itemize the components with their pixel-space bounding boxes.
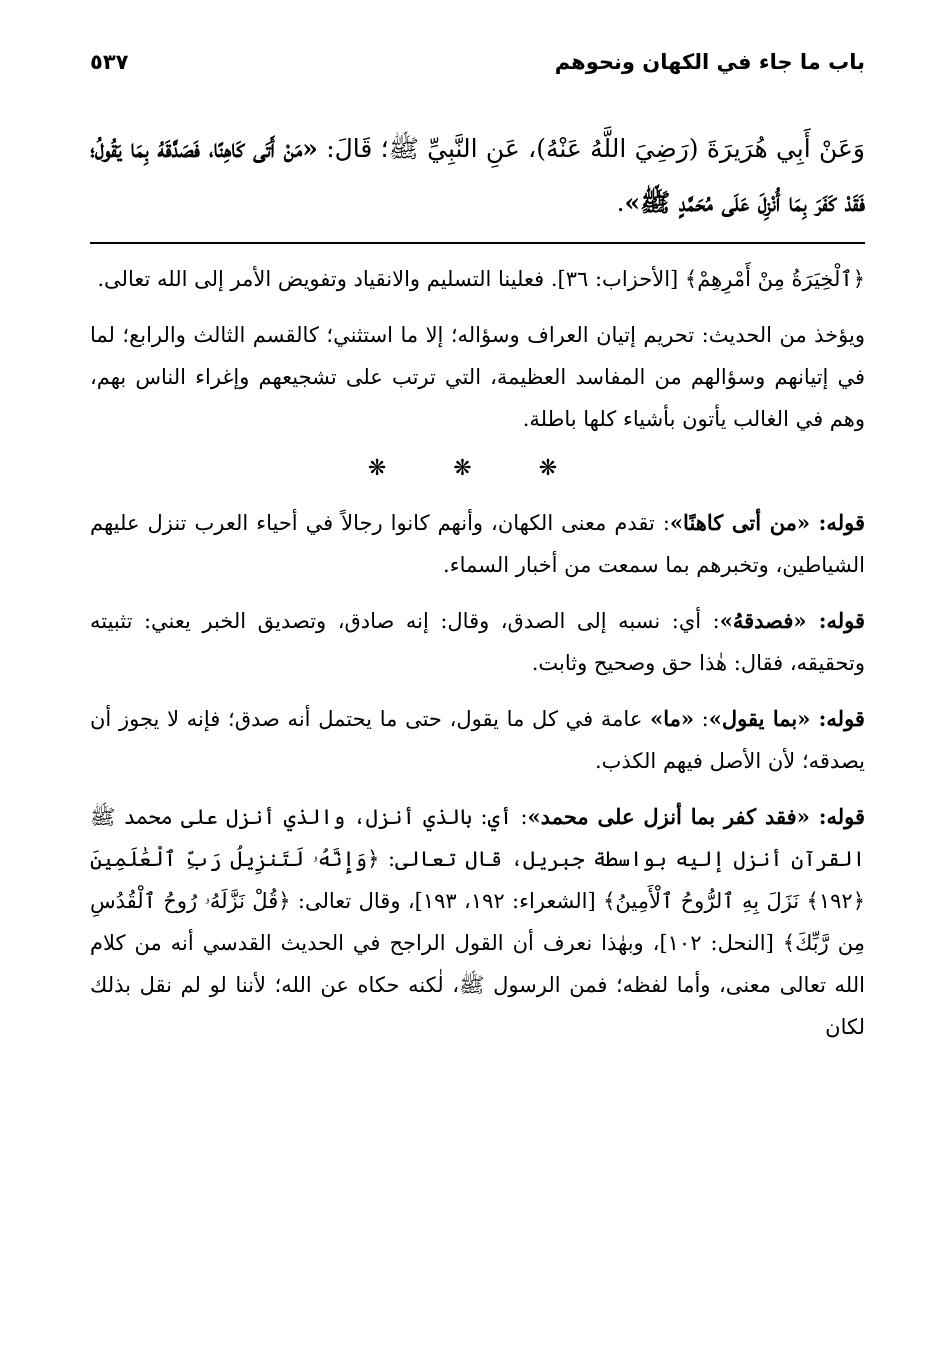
paragraph-bima-yaqul	[90, 698, 865, 782]
paragraph-quran-ref: ﴿ٱلْخِيَرَةُ مِنْ أَمْرِهِمْ﴾ [الأحزاب: ٣٦]. فعلينا التسليم والانقياد وتفويض الأمر إلى الله تعالى.	[97, 267, 865, 291]
paragraph-faqad-kafara-text: : أي: بالذي أنزل، والذي أنزل على محمد ﷺ القرآن أنزل إليه بواسطة جبريل، قال تعالى: ﴿وَإِنَّهُۥ لَتَنزِيلُ رَبِّ ٱلْعَٰلَمِينَ ﴿١٩٢﴾ نَزَلَ بِهِ ٱلرُّوحُ ٱلْأَمِينُ﴾ [الشعراء: ١٩٢، ١٩٣]، وقال تعالى: ﴿قُلْ نَزَّلَهُۥ رُوحُ ٱلْقُدُسِ مِن رَّبِّكَ﴾ [النحل: ١٠٢]، وبهٰذا نعرف أن القول الراجح في الحديث القدسي أنه من كلام الله تعالى معنى، وأما لفظه؛ فمن الرسول ﷺ، لٰكنه حكاه عن الله؛ لأننا لو لم نقل بذلك لكان	[90, 805, 865, 1039]
paragraph-kahin-text: : تقدم معنى الكهان، وأنهم كانوا رجالاً في أحياء العرب تنزل عليهم الشياطين، وتخبرهم بما سمعت من أخبار السماء.	[90, 511, 865, 577]
keyword-saddaqahu: قوله: «فصدقهُ»	[719, 608, 865, 633]
hadith-quote: «مَنْ أَتَى كَاهِنًا، فَصَدَّقَهُ بِمَا يَقُولُ؛ فَقَدْ كَفَرَ بِمَا أُنْزِلَ عَلَى مُحَمَّدٍ ﷺ»	[90, 134, 865, 217]
keyword-faqad-kafara: قوله: «فقد كفر بما أنزل على محمد»	[527, 804, 866, 829]
paragraph-bima-yaqul-text: عامة في كل ما يقول، حتى ما يحتمل أنه صدق؛ فإنه لا يجوز أن يصدقه؛ لأن الأصل فيهم الكذب.	[90, 707, 865, 773]
hadith-end: .	[616, 188, 625, 217]
book-page	[90, 50, 865, 1340]
keyword-ma: «ما»	[650, 706, 694, 731]
chapter-title: باب ما جاء في الكهان ونحوهم	[554, 50, 865, 74]
hadith-intro: وَعَنْ أَبِي هُرَيرَةَ (رَضِيَ اللَّهُ عَنْهُ)، عَنِ النَّبِيِّ ﷺ؛ قَالَ:	[317, 134, 865, 163]
paragraph-hadith-lesson: ويؤخذ من الحديث: تحريم إتيان العراف وسؤاله؛ إلا ما استثني؛ كالقسم الثالث والرابع؛ لما في إتيانهم وسؤالهم من المفاسد العظيمة، التي ترتب على تشجيعهم وإغراء الناس بهم، وهم في الغالب يأتون بأشياء كلها باطلة.	[90, 323, 865, 431]
section-stars: ❋ ❋ ❋	[367, 456, 588, 481]
page-number: ٥٣٧	[90, 50, 129, 74]
paragraph-faqad-kafara	[90, 796, 865, 1048]
paragraph-saddaqahu	[90, 600, 865, 684]
paragraph-bima-yaqul-sep: :	[693, 707, 709, 731]
paragraph-kahin	[90, 502, 865, 586]
keyword-bima-yaqul: قوله: «بما يقول»	[708, 706, 865, 731]
keyword-man-ata-kahinan: قوله: «من أتى كاهنًا»	[669, 510, 865, 535]
page-header	[90, 50, 865, 94]
hadith-text	[90, 122, 865, 230]
paragraph-saddaqahu-text: : أي: نسبه إلى الصدق، وقال: إنه صادق، وتصديق الخبر يعني: تثبيته وتحقيقه، فقال: هٰذا حق وصحيح وثابت.	[90, 609, 865, 675]
